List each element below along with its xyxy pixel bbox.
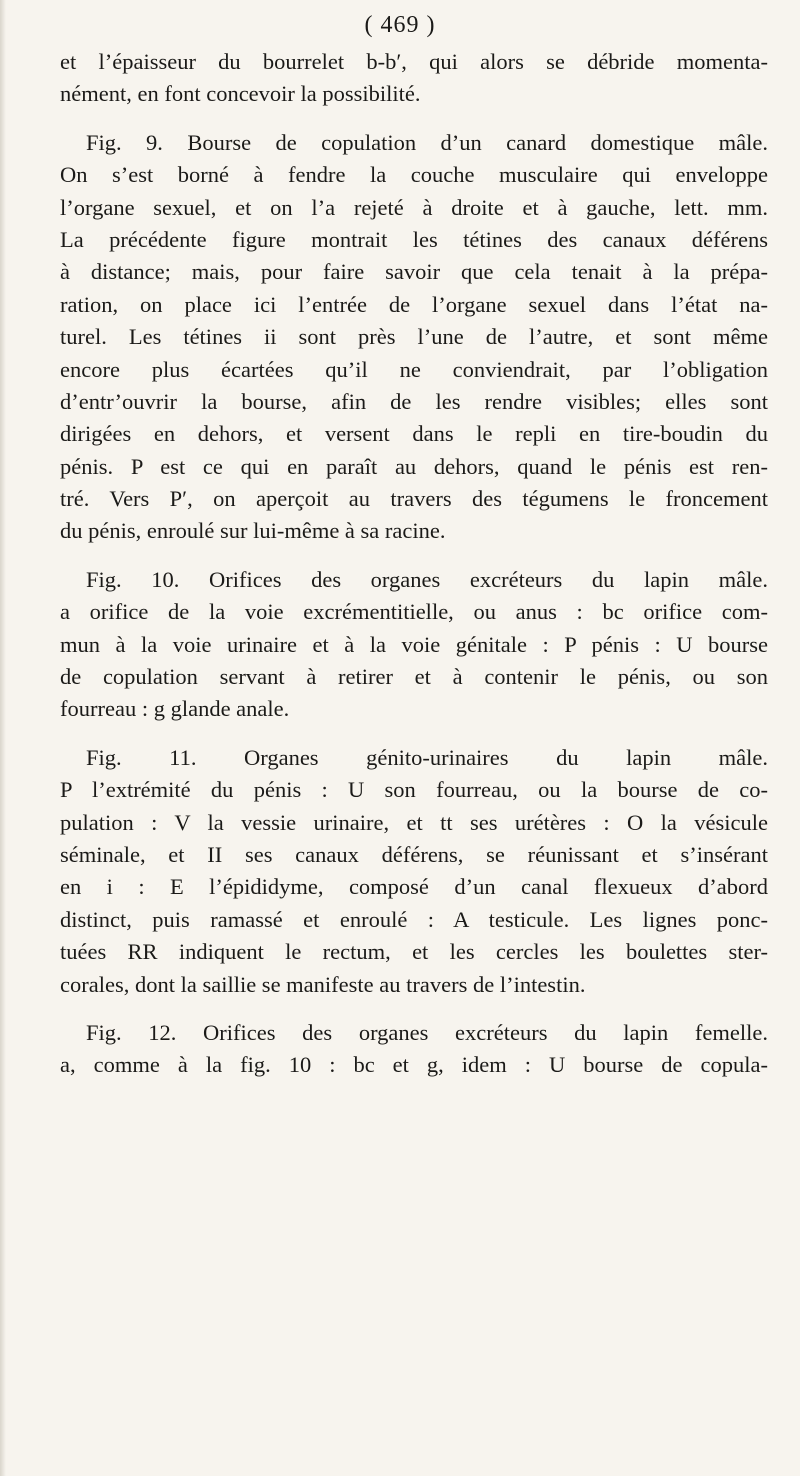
paragraph-fig-11 bbox=[60, 742, 768, 1001]
text-line: mun à la voie urinaire et à la voie génitale : P pénis : U bourse bbox=[60, 631, 768, 657]
text-line: pulation : V la vessie urinaire, et tt ses urétères : O la vésicule bbox=[60, 809, 768, 835]
text-line: turel. Les tétines ii sont près l’une de l’autre, et sont même bbox=[60, 324, 768, 350]
text-line: encore plus écartées qu’il ne conviendrait, par l’obligation bbox=[60, 356, 768, 382]
text-line: l’organe sexuel, et on l’a rejeté à droite et à gauche, lett. mm. bbox=[60, 194, 768, 220]
text-line: tré. Vers P′, on aperçoit au travers des tégumens le froncement bbox=[60, 486, 768, 512]
text-line: séminale, et II ses canaux déférens, se réunissant et s’insérant bbox=[60, 841, 768, 867]
text-line: du pénis, enroulé sur lui-même à sa racine. bbox=[60, 518, 446, 544]
text-line: Fig. 10. Orifices des organes excréteurs du lapin mâle. bbox=[86, 566, 768, 592]
text-line: dirigées en dehors, et versent dans le repli en tire-boudin du bbox=[60, 421, 768, 447]
text-line: pénis. P est ce qui en paraît au dehors, quand le pénis est ren- bbox=[60, 453, 768, 479]
text-line: Fig. 9. Bourse de copulation d’un canard domestique mâle. bbox=[86, 129, 768, 155]
body-text bbox=[60, 46, 768, 1098]
text-line: fourreau : g glande anale. bbox=[60, 696, 290, 722]
paragraph-fig-10 bbox=[60, 564, 768, 726]
text-line: ration, on place ici l’entrée de l’organe sexuel dans l’état na- bbox=[60, 291, 768, 317]
text-line: d’entr’ouvrir la bourse, afin de les rendre visibles; elles sont bbox=[60, 388, 768, 414]
text-line: et l’épaisseur du bourrelet b-b′, qui alors se débride momenta- bbox=[60, 49, 768, 74]
text-line: tuées RR indiquent le rectum, et les cercles les boulettes ster- bbox=[60, 939, 768, 965]
text-line: On s’est borné à fendre la couche musculaire qui enveloppe bbox=[60, 162, 768, 188]
text-line: en i : E l’épididyme, composé d’un canal flexueux d’abord bbox=[60, 874, 768, 900]
text-line: a, comme à la fig. 10 : bc et g, idem : U bourse de copula- bbox=[60, 1052, 768, 1078]
text-line: distinct, puis ramassé et enroulé : A testicule. Les lignes ponc- bbox=[60, 906, 768, 932]
text-line: à distance; mais, pour faire savoir que cela tenait à la prépa- bbox=[60, 259, 768, 285]
text-line: P l’extrémité du pénis : U son fourreau, ou la bourse de co- bbox=[60, 777, 768, 803]
paragraph-fig-12 bbox=[60, 1017, 768, 1082]
text-line: La précédente figure montrait les tétines des canaux déférens bbox=[60, 226, 768, 252]
text-line: corales, dont la saillie se manifeste au travers de l’intestin. bbox=[60, 971, 586, 997]
text-line: Fig. 11. Organes génito-urinaires du lapin mâle. bbox=[86, 744, 768, 770]
paragraph-continuation bbox=[60, 46, 768, 111]
text-line: de copulation servant à retirer et à contenir le pénis, ou son bbox=[60, 664, 768, 690]
page-number: ( 469 ) bbox=[364, 12, 436, 38]
page-edge bbox=[0, 0, 6, 1476]
paragraph-fig-9 bbox=[60, 127, 768, 548]
text-line: Fig. 12. Orifices des organes excréteurs du lapin femelle. bbox=[86, 1019, 768, 1045]
text-line: a orifice de la voie excrémentitielle, ou anus : bc orifice com- bbox=[60, 599, 768, 625]
text-line: nément, en font concevoir la possibilité. bbox=[60, 81, 421, 107]
